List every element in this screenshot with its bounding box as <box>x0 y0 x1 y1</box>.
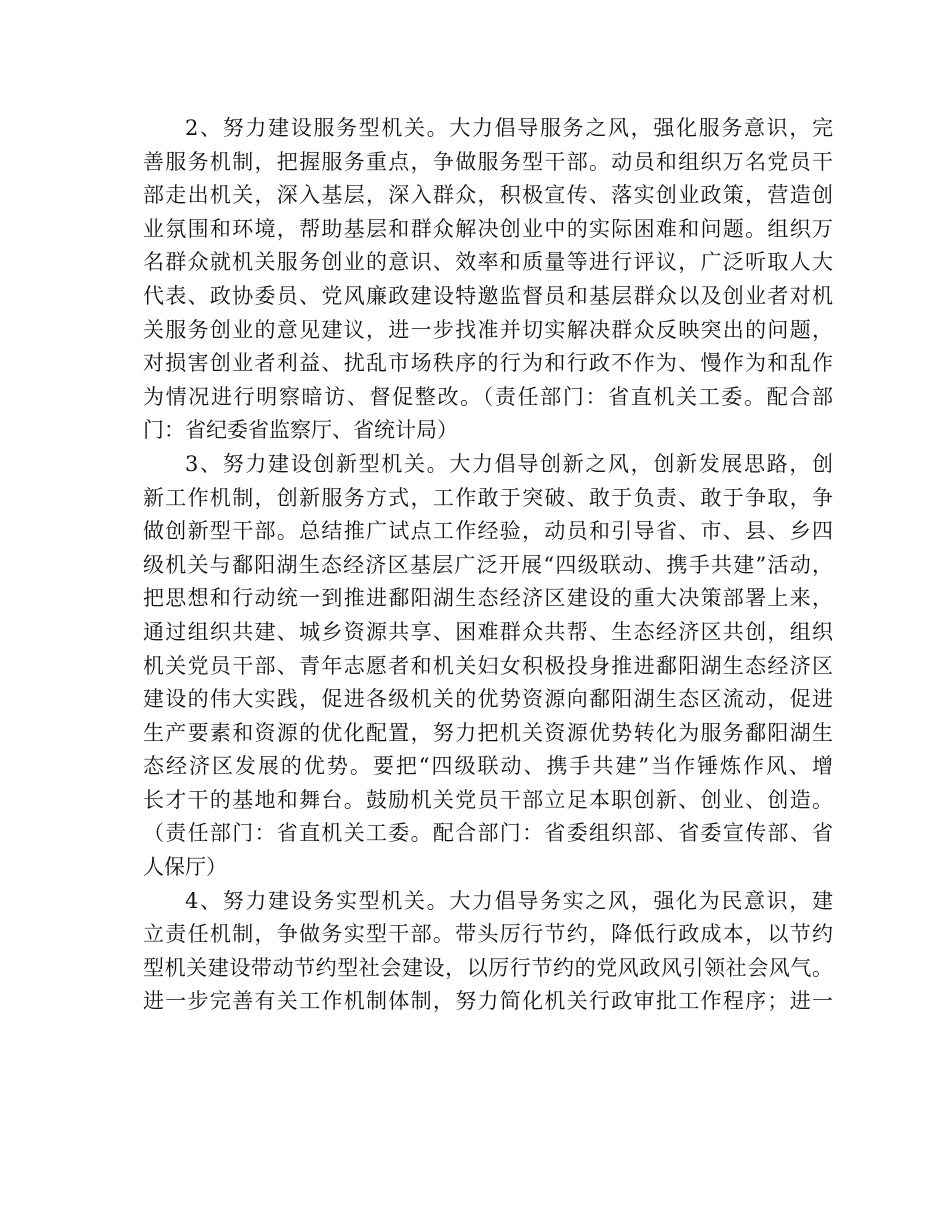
text-line: 4、努力建设务实型机关。大力倡导务实之风，强化为民意识，建 <box>185 888 833 913</box>
text-line: 为情况进行明察暗访、督促整改。（责任部门：省直机关工委。配合部 <box>143 384 833 409</box>
text-line: 机关党员干部、青年志愿者和机关妇女积极投身推进鄱阳湖生态经济区 <box>143 653 833 678</box>
text-line: 关服务创业的意见建议，进一步找准并切实解决群众反映突出的问题， <box>143 317 833 342</box>
text-line: 做创新型干部。总结推广试点工作经验，动员和引导省、市、县、乡四 <box>143 519 833 544</box>
text-line: 把思想和行动统一到推进鄱阳湖生态经济区建设的重大决策部署上来， <box>143 586 833 611</box>
text-line: 2、努力建设服务型机关。大力倡导服务之风，强化服务意识，完 <box>185 116 833 140</box>
text-line: 新工作机制，创新服务方式，工作敢于突破、敢于负责、敢于争取，争 <box>143 485 833 510</box>
text-line: 人保厅） <box>143 855 227 880</box>
text-line: 生产要素和资源的优化配置，努力把机关资源优势转化为服务鄱阳湖生 <box>143 720 833 745</box>
paragraph-pragmatic-organ <box>143 885 833 1019</box>
text-line: 级机关与鄱阳湖生态经济区基层广泛开展“四级联动、携手共建”活动， <box>143 552 833 577</box>
paragraph-service-organ <box>143 112 833 448</box>
text-line: （责任部门：省直机关工委。配合部门：省委组织部、省委宣传部、省 <box>143 821 833 846</box>
text-line: 长才干的基地和舞台。鼓励机关党员干部立足本职创新、创业、创造。 <box>143 787 833 812</box>
text-line: 3、努力建设创新型机关。大力倡导创新之风，创新发展思路，创 <box>185 451 833 476</box>
text-line: 代表、政协委员、党风廉政建设特邀监督员和基层群众以及创业者对机 <box>143 283 833 308</box>
text-line: 建设的伟大实践，促进各级机关的优势资源向鄱阳湖生态区流动，促进 <box>143 687 833 712</box>
text-line: 门：省纪委省监察厅、省统计局） <box>143 418 458 443</box>
text-line: 名群众就机关服务创业的意识、效率和质量等进行评议，广泛听取人大 <box>143 250 833 275</box>
text-line: 通过组织共建、城乡资源共享、困难群众共帮、生态经济区共创，组织 <box>143 619 833 644</box>
text-line: 态经济区发展的优势。要把“四级联动、携手共建”当作锤炼作风、增 <box>143 754 833 779</box>
text-line: 业氛围和环境，帮助基层和群众解决创业中的实际困难和问题。组织万 <box>143 216 833 241</box>
text-line: 对损害创业者利益、扰乱市场秩序的行为和行政不作为、慢作为和乱作 <box>143 351 833 376</box>
text-line: 立责任机制，争做务实型干部。带头厉行节约，降低行政成本，以节约 <box>143 922 833 947</box>
text-line: 型机关建设带动节约型社会建设，以厉行节约的党风政风引领社会风气。 <box>143 955 833 980</box>
paragraph-innovative-organ <box>143 448 833 885</box>
text-line: 进一步完善有关工作机制体制，努力简化机关行政审批工作程序；进一 <box>143 989 833 1014</box>
document-body <box>143 112 833 1019</box>
text-line: 善服务机制，把握服务重点，争做服务型干部。动员和组织万名党员干 <box>143 149 833 174</box>
text-line: 部走出机关，深入基层，深入群众，积极宣传、落实创业政策，营造创 <box>143 183 833 208</box>
